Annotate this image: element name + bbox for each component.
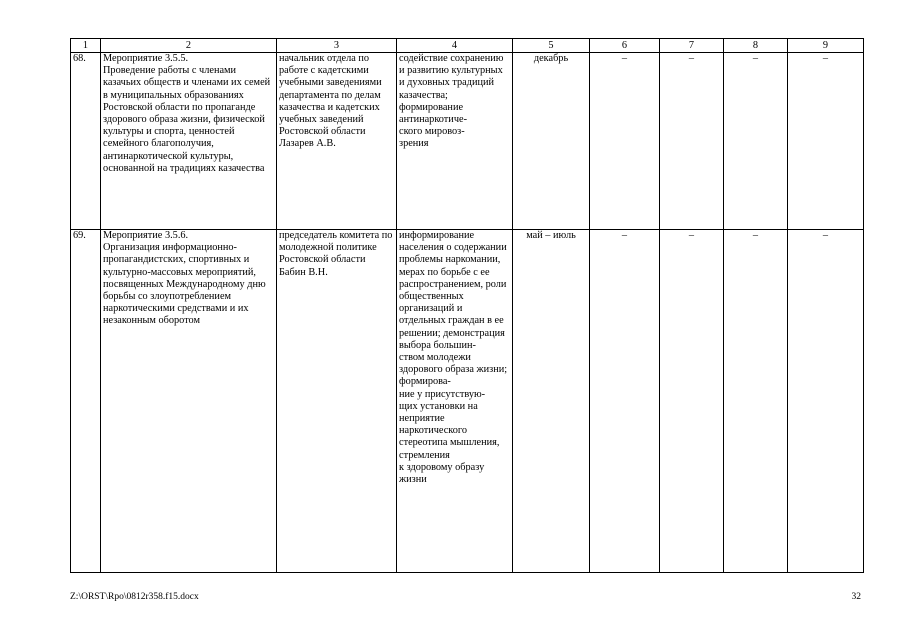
col-header-3: 3 [277,39,397,53]
result-cell: содействие сохранению и развитию культурных и духовных традиций казачества; формирование антинаркотиче- ского мировоз- зрения [397,53,513,230]
col-header-5: 5 [513,39,590,53]
plan-table [70,38,864,573]
page-number: 32 [851,592,861,602]
value-cell-6: – [590,53,660,230]
table-row [71,230,864,573]
event-cell: Мероприятие 3.5.5. Проведение работы с членами казачьих обществ и членами их семей в муниципальных образованиях Ростовской области по пропаганде здорового образа жизни, физической культуры и спорта, ценностей семейного благополучия, антинаркотической культуры, основанной на традициях казачества [101,53,277,230]
value-cell-6: – [590,230,660,573]
row-number: 68. [71,53,101,230]
value-cell-9: – [788,53,864,230]
col-header-8: 8 [724,39,788,53]
col-header-2: 2 [101,39,277,53]
term-cell: май – июль [513,230,590,573]
result-cell: информирование населения о содержании проблемы наркомании, мерах по борьбе с ее распространением, роли общественных организаций и отдельных граждан в ее решении; демонстрация выбора большин- ством молодежи здорового образа жизни; формирова- ние у присутствую- щих установки на неприятие наркотического стереотипа мышления, стремления к здоровому образу жизни [397,230,513,573]
col-header-7: 7 [660,39,724,53]
event-cell: Мероприятие 3.5.6. Организация информационно-пропагандистских, спортивных и культурно-массовых мероприятий, посвященных Международному дню борьбы со злоупотреблением наркотическими средствами и их незаконным оборотом [101,230,277,573]
value-cell-8: – [724,230,788,573]
term-cell: декабрь [513,53,590,230]
value-cell-7: – [660,53,724,230]
row-number: 69. [71,230,101,573]
table-row [71,53,864,230]
col-header-9: 9 [788,39,864,53]
responsible-cell: начальник отдела по работе с кадетскими учебными заведениями департамента по делам казачества и кадетских учебных заведений Ростовской области Лазарев А.В. [277,53,397,230]
value-cell-9: – [788,230,864,573]
col-header-6: 6 [590,39,660,53]
col-header-1: 1 [71,39,101,53]
responsible-cell: председатель комитета по молодежной политике Ростовской области Бабин В.Н. [277,230,397,573]
file-path: Z:\ORST\Rpo\0812r358.f15.docx [70,592,199,602]
col-header-4: 4 [397,39,513,53]
value-cell-8: – [724,53,788,230]
header-row [71,39,864,53]
value-cell-7: – [660,230,724,573]
